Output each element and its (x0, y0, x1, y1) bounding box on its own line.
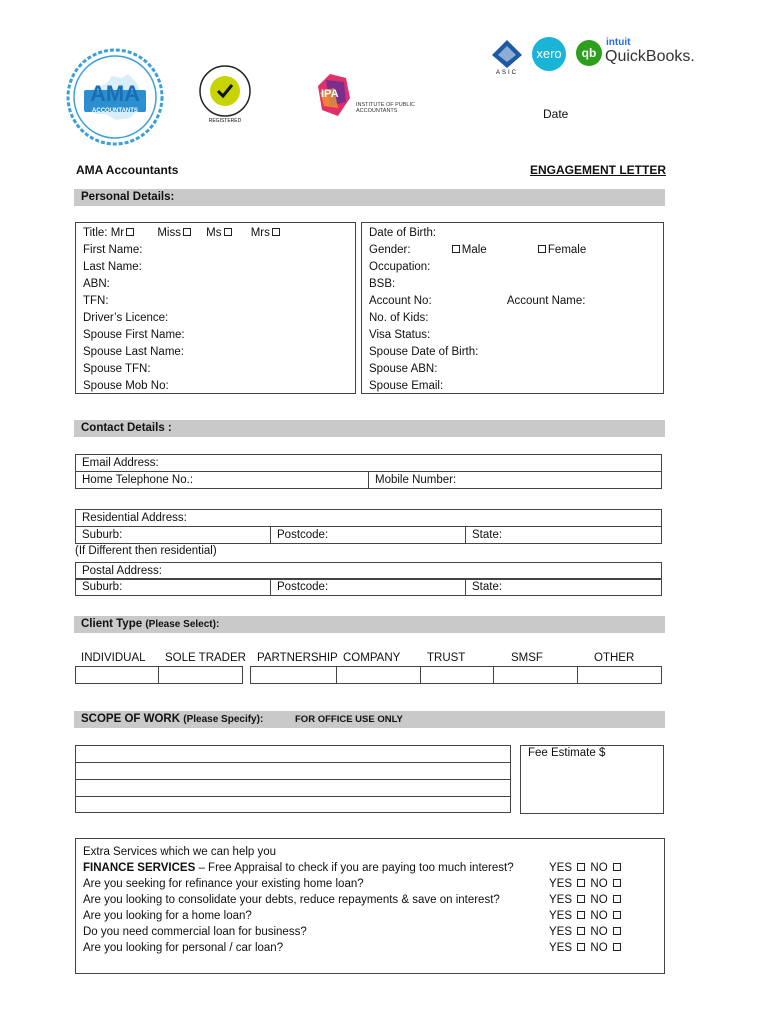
personal-left-box (75, 222, 356, 394)
female-label: Female (547, 244, 587, 256)
scope-of-work-header (74, 711, 665, 728)
yes-no-row-3 (549, 892, 623, 908)
postal-label: Postal Address: (82, 565, 162, 577)
no-checkbox[interactable] (613, 879, 621, 887)
email-label: Email Address: (82, 457, 159, 469)
yes-label: YES (549, 862, 573, 874)
no-label: NO (590, 878, 608, 890)
no-checkbox[interactable] (613, 943, 621, 951)
title-mrs-label: Mrs (250, 227, 270, 239)
male-checkbox[interactable] (452, 245, 460, 253)
spouse-mob-field[interactable]: Spouse Mob No: (83, 380, 169, 392)
client-type-header (74, 616, 665, 633)
residential-label: Residential Address: (82, 512, 187, 524)
kids-field[interactable]: No. of Kids: (369, 312, 429, 324)
personal-details-title: Personal Details: (81, 191, 175, 203)
document-title: ENGAGEMENT LETTER (530, 163, 667, 177)
extra-intro: Extra Services which we can help you (83, 846, 277, 858)
scope-line-1 (75, 762, 511, 763)
scope-line-2 (75, 779, 511, 780)
client-type-company-box[interactable] (336, 666, 421, 684)
no-checkbox[interactable] (613, 927, 621, 935)
personal-details-header (74, 189, 665, 206)
scope-note: (Please Specify): (183, 714, 264, 725)
yes-label: YES (549, 894, 573, 906)
suburb-field[interactable] (75, 526, 271, 544)
ipa-logo-full: INSTITUTE OF PUBLIC ACCOUNTANTS (356, 102, 415, 114)
no-label: NO (590, 862, 608, 874)
gender-row (369, 242, 663, 259)
mobile-label: Mobile Number: (375, 474, 457, 486)
bsb-field[interactable]: BSB: (369, 278, 396, 290)
client-type-label-sole-trader: SOLE TRADER (165, 652, 246, 664)
yes-checkbox[interactable] (577, 863, 585, 871)
yes-checkbox[interactable] (577, 911, 585, 919)
date-label: Date (543, 107, 569, 121)
client-type-label-individual: INDIVIDUAL (81, 652, 146, 664)
title-miss-label: Miss (157, 227, 181, 239)
yes-checkbox[interactable] (577, 943, 585, 951)
xero-logo (532, 37, 566, 71)
ipa-logo-short: IPA (321, 88, 339, 100)
postal-state-field[interactable] (465, 578, 662, 596)
client-type-note: (Please Select): (145, 619, 220, 630)
male-label: Male (461, 244, 487, 256)
ama-logo-text: AMA (89, 81, 141, 106)
contact-details-title: Contact Details : (81, 422, 172, 434)
occupation-field[interactable]: Occupation: (369, 261, 431, 273)
yes-label: YES (549, 878, 573, 890)
spouse-first-name-field[interactable]: Spouse First Name: (83, 329, 185, 341)
yes-no-row-2 (549, 876, 623, 892)
scope-line-3 (75, 796, 511, 797)
postal-postcode-field[interactable] (270, 578, 466, 596)
client-type-label-trust: TRUST (427, 652, 466, 664)
question-consolidate: Are you looking to consolidate your debts, reduce repayments & save on interest? (83, 894, 500, 906)
mr-checkbox[interactable] (126, 228, 134, 236)
client-type-individual-box[interactable] (75, 666, 159, 684)
quickbooks-logo (576, 37, 695, 70)
email-field[interactable] (75, 454, 662, 472)
yes-no-row-5 (549, 924, 623, 940)
suburb-label: Suburb: (82, 529, 123, 541)
abn-field[interactable]: ABN: (83, 278, 110, 290)
personal-right-box (361, 222, 664, 394)
finance-services-bold: FINANCE SERVICES (83, 862, 196, 874)
state-label: State: (472, 529, 503, 541)
spouse-dob-field[interactable]: Spouse Date of Birth: (369, 346, 479, 358)
mrs-checkbox[interactable] (272, 228, 280, 236)
yes-no-row-4 (549, 908, 623, 924)
ama-logo-subtext: ACCOUNTANTS (92, 108, 138, 114)
residential-address-field[interactable] (75, 509, 662, 527)
gender-label: Gender: (369, 244, 411, 256)
postal-suburb-field[interactable] (75, 578, 271, 596)
female-checkbox[interactable] (538, 245, 546, 253)
no-label: NO (590, 942, 608, 954)
yes-no-row-6 (549, 940, 623, 956)
client-type-other-box[interactable] (577, 666, 662, 684)
home-phone-field[interactable] (75, 471, 369, 489)
title-mr-label: Title: Mr (83, 227, 125, 239)
question-home-loan: Are you looking for a home loan? (83, 910, 252, 922)
question-personal-loan: Are you looking for personal / car loan? (83, 942, 284, 954)
ms-checkbox[interactable] (224, 228, 232, 236)
ipa-logo (316, 72, 416, 122)
no-checkbox[interactable] (613, 911, 621, 919)
yes-no-row-1 (549, 860, 623, 876)
contact-details-header (74, 420, 665, 437)
fee-estimate-label: Fee Estimate $ (528, 747, 606, 759)
quickbooks-text: QuickBooks. (605, 48, 695, 65)
no-label: NO (590, 926, 608, 938)
postal-postcode-label: Postcode: (277, 581, 329, 593)
postal-suburb-label: Suburb: (82, 581, 123, 593)
client-type-label-other: OTHER (594, 652, 635, 664)
no-checkbox[interactable] (613, 895, 621, 903)
tax-badge-caption: REGISTERED (208, 118, 242, 124)
scope-title: SCOPE OF WORK (81, 713, 181, 725)
spouse-abn-field[interactable]: Spouse ABN: (369, 363, 438, 375)
quickbooks-icon: qb (576, 40, 602, 66)
title-ms-label: Ms (206, 227, 222, 239)
no-checkbox[interactable] (613, 863, 621, 871)
yes-label: YES (549, 926, 573, 938)
fee-estimate-box[interactable] (520, 745, 664, 814)
yes-checkbox[interactable] (577, 879, 585, 887)
no-label: NO (590, 910, 608, 922)
client-type-smsf-box[interactable] (493, 666, 578, 684)
visa-status-field[interactable]: Visa Status: (369, 329, 431, 341)
yes-no-column (549, 860, 623, 956)
state-field[interactable] (465, 526, 662, 544)
if-different-note: (If Different then residential) (75, 545, 217, 557)
mobile-field[interactable] (368, 471, 662, 489)
yes-checkbox[interactable] (577, 927, 585, 935)
account-no-field[interactable]: Account No: (369, 295, 432, 307)
postcode-label: Postcode: (277, 529, 329, 541)
asic-logo-text: ASIC (495, 70, 518, 76)
intuit-text: intuit (606, 37, 631, 48)
client-type-title: Client Type (81, 618, 143, 630)
drivers-licence-field[interactable]: Driver’s Licence: (83, 312, 169, 324)
client-type-label-partnership: PARTNERSHIP (257, 652, 338, 664)
first-name-field[interactable]: First Name: (83, 244, 143, 256)
miss-checkbox[interactable] (183, 228, 191, 236)
client-type-partnership-box[interactable] (250, 666, 337, 684)
spouse-tfn-field[interactable]: Spouse TFN: (83, 363, 151, 375)
postcode-field[interactable] (270, 526, 466, 544)
client-type-sole-trader-box[interactable] (158, 666, 243, 684)
last-name-field[interactable]: Last Name: (83, 261, 142, 273)
home-phone-label: Home Telephone No.: (82, 474, 194, 486)
spouse-email-field[interactable]: Spouse Email: (369, 380, 444, 392)
tax-practitioners-badge (198, 64, 252, 134)
spouse-last-name-field[interactable]: Spouse Last Name: (83, 346, 185, 358)
question-refinance: Are you seeking for refinance your existing home loan? (83, 878, 364, 890)
tfn-field[interactable]: TFN: (83, 295, 109, 307)
account-row (369, 293, 663, 310)
xero-logo-text: xero (536, 46, 562, 61)
yes-label: YES (549, 942, 573, 954)
title-row (83, 225, 355, 242)
yes-checkbox[interactable] (577, 895, 585, 903)
client-type-trust-box[interactable] (420, 666, 494, 684)
question-commercial-loan: Do you need commercial loan for business? (83, 926, 307, 938)
asic-logo (490, 38, 524, 80)
account-name-field[interactable]: Account Name: (506, 295, 586, 307)
dob-field[interactable]: Date of Birth: (369, 227, 437, 239)
finance-services-text: – Free Appraisal to check if you are paying too much interest? (195, 862, 514, 874)
postal-state-label: State: (472, 581, 503, 593)
client-type-label-company: COMPANY (343, 652, 401, 664)
company-name: AMA Accountants (76, 163, 179, 177)
client-type-label-smsf: SMSF (511, 652, 543, 664)
no-label: NO (590, 894, 608, 906)
ama-logo (66, 48, 164, 146)
office-use-label: FOR OFFICE USE ONLY (295, 714, 403, 725)
yes-label: YES (549, 910, 573, 922)
